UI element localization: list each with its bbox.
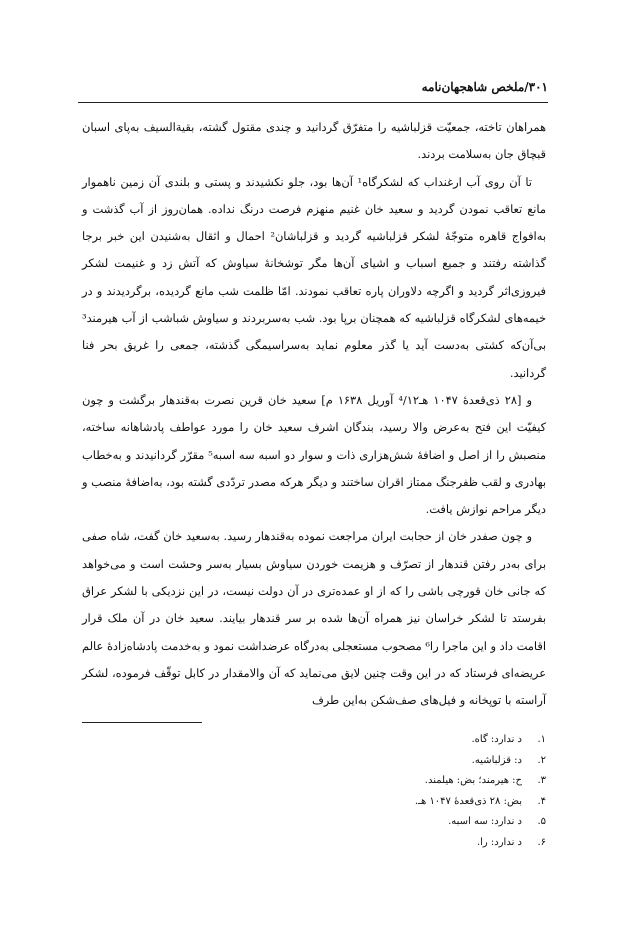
footnote-text: بض: ۲۸ ذی‌قعدهٔ ۱۰۴۷ هـ.: [414, 795, 522, 807]
footnote-number: ۵.: [537, 816, 546, 827]
footnote-text: د ندارد: سه اسبه.: [448, 816, 522, 827]
paragraph: تا آن روی آب ارغنداب که لشکرگاه¹ آن‌ها بود، جلو نکشیدند و پستی و بلندی آن زمین ناهموار مانع تعاقب نمودن گردید و سعید خان غنیم منهزم فرصت درنگ نداده. همان‌روز از آب گذشت و به‌افواج قاهره متوجّهٔ لشکر قزلباشیه گردید و قزلباشان² احمال و اثقال به‌شنیدن این خبر برجا گذاشته رفتند و جمیع اسباب و اشیای آن‌ها مگر توشخانهٔ سیاوش که آتش زد و غنیمت لشکر فیروزی‌اثر گردید و اگرچه دلاوران پاره تعاقب نمودند. امّا ظلمت شب مانع گردیده، برگردیدند و در خیمه‌های لشکرگاه قزلباشیه که همچنان برپا بود. شب به‌سربردند و سیاوش شباشب از آب هیرمند³ بی‌آن‌که کشتی به‌دست آید یا گذر معلوم نماید به‌سراسیمگی گذشته، جمعی را غریق بحر فنا گردانید.: [82, 174, 546, 380]
footnotes-list: [300, 730, 546, 853]
running-header-title: ۳۰۱/ملخص شاهجهان‌نامه: [421, 80, 548, 94]
footnote: [300, 751, 546, 772]
paragraph: و [۲۸ ذی‌قعدهٔ ۱۰۴۷ هـ⁴/۱۲ آوریل ۱۶۳۸ م] سعید خان قرین نصرت به‌قندهار برگشت و چون کیفیّت این فتح به‌عرض والا رسید، بندگان اشرف سعید خان را مورد عواطف پادشاهانه ساخته، منصبش را از اصل و اضافهٔ شش‌هزاری ذات و سوار دو اسبه سه اسبه⁵ مقرّر گردانیدند و به‌خطاب بهادری و لقب ظفرجنگ ممتاز اقران ساختند و دیگر هرکه مصدر تردّدی گشته بود، به‌اضافهٔ منصب و دیگر مراحم نوازش یافت.: [82, 392, 547, 517]
running-header: [78, 80, 548, 103]
body-text: [82, 114, 546, 715]
footnote: [300, 792, 546, 813]
footnote: [300, 833, 546, 854]
footnote-text: ح: هیرمند؛ بض: هیلمند.: [424, 775, 522, 786]
footnote-text: د: قزلباشیه.: [471, 754, 522, 766]
footnote: [300, 730, 546, 751]
footnote: [300, 771, 546, 792]
footnote: [300, 812, 546, 833]
paragraph: و چون صفدر خان از حجابت ایران مراجعت نموده به‌قندهار رسید. به‌سعید خان گفت، شاه صفی برای به‌در رفتن قندهار از تصرّف و هزیمت خوردن سیاوش بسیار به‌سر وحشت است و می‌خواهد که جانی خان قورچی باشی را که از او عمده‌تری در آن دولت نیست، در این نزدیکی با لشکر عراق بفرستد تا لشکر خراسان نیز همراه آن‌ها شده بر سر قندهار بیایند. سعید خان در آن ملک قرار اقامت داد و این ماجرا را⁶ مصحوب مستعجلی به‌درگاه عرضداشت نمود و به‌خدمت پادشاه‌زادهٔ عالم عریضه‌ای فرستاد که در این وقت چنین لایق می‌نماید که آن والامقدار در کابل توقّف فرموده، لشکر آراسته با توپخانه و فیل‌های صف‌شکن به‌این طرف: [82, 529, 546, 708]
footnote-divider: [82, 722, 202, 723]
footnote-number: ۶.: [537, 836, 546, 848]
footnote-text: د ندارد: گاه.: [471, 734, 522, 745]
footnote-text: د ندارد: را.: [476, 836, 522, 848]
footnote-number: ۳.: [537, 775, 546, 786]
footnote-number: ۱.: [537, 734, 546, 745]
paragraph: همراهان تاخته، جمعیّت قزلباشیه را متفرّق گردانید و چندی مقتول گشته، بقیةالسیف به‌پای اسبان قبچاق جان به‌سلامت بردند.: [82, 120, 546, 162]
footnote-number: ۲.: [537, 754, 546, 766]
footnote-number: ۴.: [537, 795, 546, 807]
